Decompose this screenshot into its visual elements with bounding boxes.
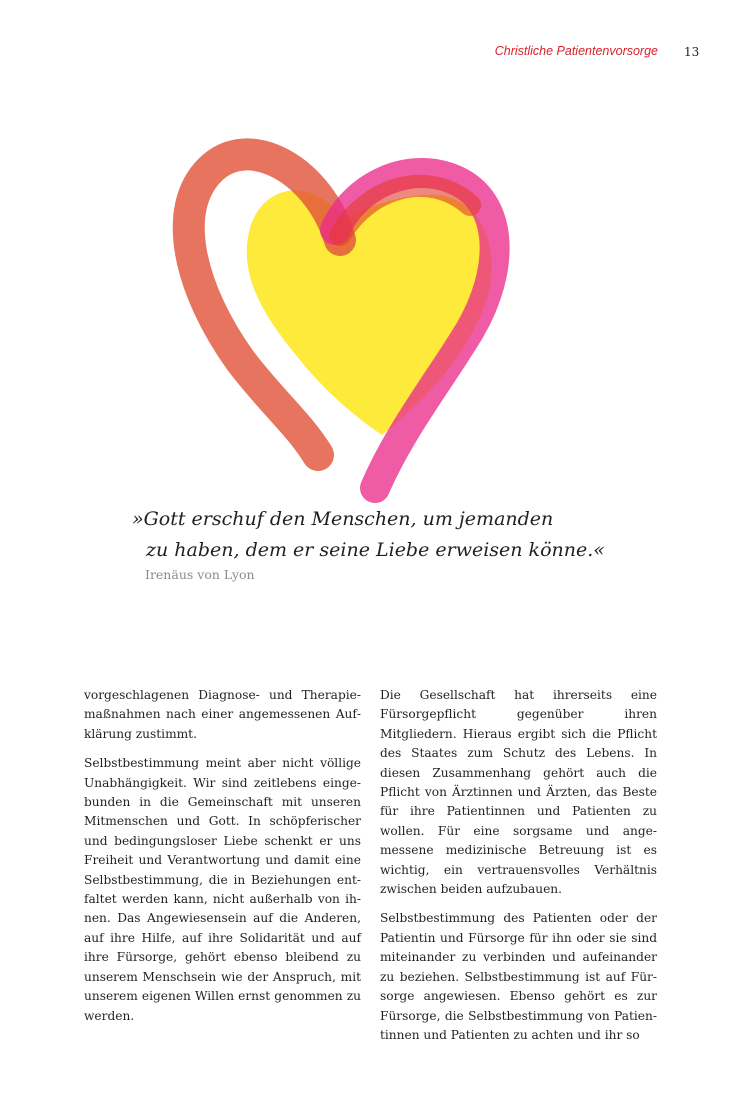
watercolor-heart-icon bbox=[170, 110, 550, 510]
quote-line-2: zu haben, dem er seine Liebe erweisen könne.« bbox=[146, 539, 605, 561]
right-column bbox=[380, 686, 657, 1055]
left-column bbox=[84, 686, 361, 1036]
quote-author: Irenäus von Lyon bbox=[145, 567, 255, 582]
running-title: Christliche Patientenvorsorge bbox=[494, 44, 658, 58]
quote bbox=[132, 504, 692, 566]
right-paragraph-1: Die Gesellschaft hat ihrerseits eine Fürsorgepflicht gegenüber ihren Mitgliedern. Hieraus ergibt sich die Pflicht des Staates zum Schutz des Lebens. In diesen Zusammenhang gehört auch die Pflicht von Ärztinnen und Ärzten, das Beste für ihre Patientinnen und Patienten zu wollen. Für eine sorgsame und angemessene medizinische Betreuung ist es wichtig, ein vertrauensvolles Verhältnis zwischen beiden aufzubauen. bbox=[380, 688, 657, 897]
right-paragraph-2: Selbstbestimmung des Patienten oder der Patientin und Fürsorge für ihn oder sie sind miteinander zu verbinden und aufeinander zu beziehen. Selbstbestimmung ist auf Fürsorge angewiesen. Ebenso gehört es zur Fürsorge, die Selbstbestimmung von Patientinnen und Patienten zu achten und ihr so bbox=[380, 911, 657, 1042]
page-number: 13 bbox=[684, 45, 700, 59]
left-paragraph-2: Selbstbestimmung meint aber nicht völlige Unabhängigkeit. Wir sind zeitlebens eingebunden in die Gemeinschaft mit unseren Mitmenschen und Gott. In schöpferischer und bedingungsloser Liebe schenkt er uns Freiheit und Verantwortung und damit eine Selbstbestimmung, die in Beziehungen entfaltet werden kann, nicht außerhalb von ihnen. Das Angewiesensein auf die Anderen, auf ihre Hilfe, auf ihre Solidarität und auf ihre Fürsorge, gehört ebenso bleibend zu unserem Menschsein wie der Anspruch, mit unserem eigenen Willen ernst genommen zu werden. bbox=[84, 756, 361, 1023]
quote-line-1: »Gott erschuf den Menschen, um jemanden bbox=[132, 508, 554, 530]
left-paragraph-1: vorgeschlagenen Diagnose- und Therapiemaßnahmen nach einer angemessenen Aufklärung zustimmt. bbox=[84, 688, 361, 741]
